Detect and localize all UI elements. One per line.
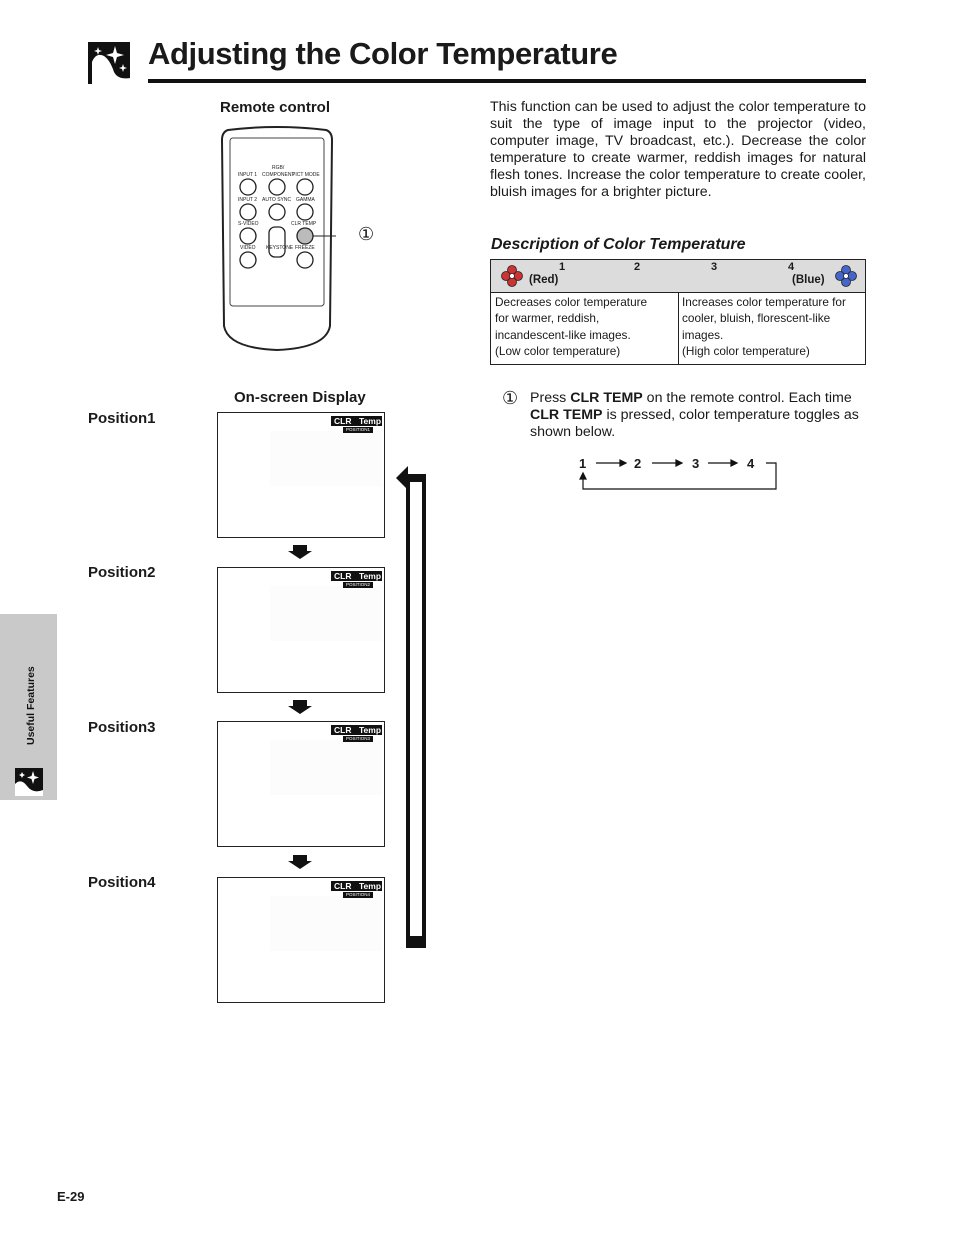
sequence-4: 4 (747, 456, 755, 471)
page-title: Adjusting the Color Temperature (148, 36, 618, 71)
color-temp-table (490, 259, 866, 365)
remote-button-svideo (240, 228, 256, 244)
position-box: POSITION1 (343, 427, 373, 433)
remote-control-label: Remote control (220, 99, 331, 116)
remote-button-input2 (240, 204, 256, 220)
clr-temp-badge: CLR Temp (331, 416, 382, 426)
section-tab-label: Useful Features (25, 666, 37, 745)
step-instruction: Press CLR TEMP on the remote control. Each time CLR TEMP is pressed, color temperature toggles as shown below. (530, 390, 859, 440)
remote-button-autosync (269, 204, 285, 220)
remote-text-input2: INPUT 2 (238, 197, 258, 203)
position2-label: Position2 (88, 564, 156, 581)
clr-temp-badge: CLR Temp (331, 881, 382, 891)
red-label: (Red) (529, 274, 559, 286)
remote-text-gamma: GAMMA (296, 197, 315, 203)
sequence-1: 1 (579, 456, 587, 471)
remote-control-illustration (218, 126, 336, 352)
remote-text-rgb: RGB/ (272, 165, 285, 171)
table-divider (678, 292, 679, 365)
remote-text-pictmode: PICT MODE (292, 172, 320, 178)
sequence-3: 3 (692, 456, 700, 471)
position-number-3: 3 (711, 261, 718, 273)
step-marker: ① (502, 388, 519, 408)
blue-flower-icon (835, 265, 857, 287)
page-number: E-29 (57, 1189, 85, 1204)
down-arrow-icon (288, 545, 312, 559)
position-number-2: 2 (634, 261, 641, 273)
remote-button-input1 (240, 179, 256, 195)
remote-button-clrtemp (297, 228, 313, 244)
osd-screen-position4 (217, 877, 385, 1003)
remote-button-component (269, 179, 285, 195)
osd-screen-position3 (217, 721, 385, 847)
position-box: POSITION4 (343, 892, 373, 898)
clr-temp-badge: CLR Temp (331, 725, 382, 735)
position1-label: Position1 (88, 410, 156, 427)
remote-text-freeze: FREEZE (295, 245, 315, 251)
intro-paragraph: This function can be used to adjust the color temperature to suit the type of image input to the projector (video, computer image, TV broadcast, etc.). Decrease the color temperature to create warmer, reddish images for natural flesh tones. Increase the color temperature to create cooler, bluish images for a brighter picture. (490, 99, 866, 200)
down-arrow-icon (288, 855, 312, 869)
increase-description: Increases color temperature for cooler, bluish, florescent-like images. (High color temperature) (682, 295, 846, 358)
callout-marker: ① (358, 224, 375, 244)
title-rule (148, 79, 866, 83)
down-arrow-icon (288, 700, 312, 714)
sequence-2: 2 (634, 456, 642, 471)
osd-label: On-screen Display (234, 389, 366, 406)
remote-text-keystone: KEYSTONE (266, 245, 294, 251)
position-box: POSITION2 (343, 582, 373, 588)
remote-text-input1: INPUT 1 (238, 172, 258, 178)
remote-text-clrtemp: CLR TEMP (291, 221, 317, 227)
clr-temp-badge: CLR Temp (331, 571, 382, 581)
sequence-arrows (576, 455, 780, 493)
remote-button-video (240, 252, 256, 268)
osd-screen-position2 (217, 567, 385, 693)
remote-button-gamma (297, 204, 313, 220)
remote-button-keystone (269, 227, 285, 257)
clr-temp-key: CLR TEMP (530, 407, 603, 423)
position4-label: Position4 (88, 874, 156, 891)
red-flower-icon (501, 265, 523, 287)
stars-icon (15, 768, 43, 796)
osd-screen-position1 (217, 412, 385, 538)
position-number-4: 4 (788, 261, 795, 273)
remote-button-pictmode (297, 179, 313, 195)
remote-text-video: VIDEO (240, 245, 256, 251)
position3-label: Position3 (88, 719, 156, 736)
position-number-1: 1 (559, 261, 566, 273)
clr-temp-key: CLR TEMP (570, 390, 643, 406)
remote-text-svideo: S-VIDEO (238, 221, 259, 227)
position-box: POSITION3 (343, 736, 373, 742)
return-arrow-icon (396, 466, 428, 948)
remote-button-freeze (297, 252, 313, 268)
description-title: Description of Color Temperature (491, 236, 746, 253)
color-temp-header (491, 260, 865, 293)
remote-text-autosync: AUTO SYNC (262, 197, 292, 203)
stars-icon (88, 42, 130, 84)
blue-label: (Blue) (792, 274, 825, 286)
decrease-description: Decreases color temperature for warmer, reddish, incandescent-like images. (Low color temperature) (495, 295, 648, 358)
remote-text-component: COMPONENT (262, 172, 295, 178)
